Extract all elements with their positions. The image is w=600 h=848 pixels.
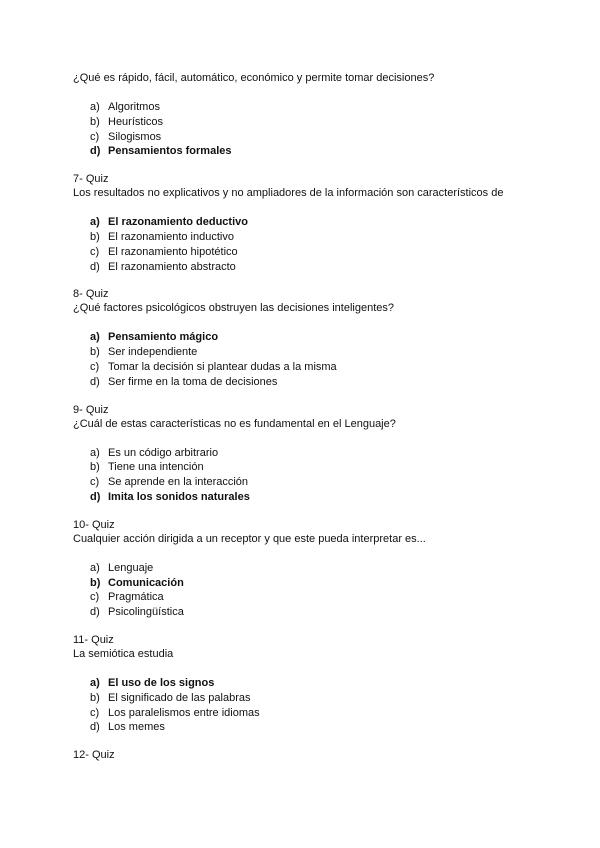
option-text: Pensamientos formales <box>108 145 232 158</box>
option-item-correct <box>73 490 573 505</box>
option-list <box>73 330 573 389</box>
option-text: Tiene una intención <box>108 461 204 474</box>
option-item <box>73 345 573 360</box>
option-item <box>73 115 573 130</box>
option-item <box>73 691 573 706</box>
option-text: Algoritmos <box>108 101 160 113</box>
option-letter: b) <box>90 346 100 359</box>
option-text: Tomar la decisión si plantear dudas a la misma <box>108 360 337 373</box>
quiz-10 <box>73 518 573 620</box>
option-text: El razonamiento hipotético <box>108 245 238 258</box>
option-letter: c) <box>90 245 100 258</box>
option-list <box>73 215 573 274</box>
option-letter: a) <box>90 216 100 229</box>
option-item <box>73 720 573 735</box>
option-letter: b) <box>90 691 100 704</box>
option-text: Imita los sonidos naturales <box>108 490 250 503</box>
option-letter: b) <box>90 576 101 589</box>
option-text: Los memes <box>108 721 165 734</box>
quiz-question: Cualquier acción dirigida a un receptor y que este pueda interpretar es... <box>73 532 426 545</box>
quiz-heading: 8- Quiz <box>73 288 109 301</box>
option-letter: d) <box>90 606 100 619</box>
option-item-correct <box>73 215 573 230</box>
option-letter: a) <box>90 446 100 459</box>
option-text: El uso de los signos <box>108 676 215 689</box>
option-letter: b) <box>90 230 100 243</box>
option-item <box>73 360 573 375</box>
option-text: Es un código arbitrario <box>108 446 219 459</box>
option-letter: d) <box>90 375 100 388</box>
quiz-question: Los resultados no explicativos y no ampliadores de la información son característicos de <box>73 187 504 200</box>
quiz-8 <box>73 287 573 389</box>
option-letter: b) <box>90 115 100 128</box>
option-text: Se aprende en la interacción <box>108 476 249 489</box>
option-item <box>73 230 573 245</box>
option-item-correct <box>73 576 573 591</box>
option-letter: b) <box>90 461 100 474</box>
option-letter: c) <box>90 591 100 604</box>
option-text: Comunicación <box>108 576 184 589</box>
option-item <box>73 260 573 275</box>
option-letter: a) <box>90 331 100 344</box>
option-letter: c) <box>90 706 100 719</box>
option-text: Ser independiente <box>108 346 198 359</box>
option-item <box>73 446 573 461</box>
quiz-heading: 7- Quiz <box>73 173 109 186</box>
option-letter: d) <box>90 721 100 734</box>
option-text: Pragmática <box>108 591 164 604</box>
quiz-question: ¿Qué factores psicológicos obstruyen las decisiones inteligentes? <box>73 302 395 315</box>
option-text: El razonamiento inductivo <box>108 230 234 243</box>
option-text: Lenguaje <box>108 561 154 574</box>
option-letter: a) <box>90 561 100 574</box>
option-text: Ser firme en la toma de decisiones <box>108 375 278 388</box>
option-item <box>73 375 573 390</box>
quiz-12 <box>73 748 573 762</box>
option-letter: d) <box>90 260 100 273</box>
option-text: Los paralelismos entre idiomas <box>108 706 260 719</box>
option-letter: d) <box>90 490 101 503</box>
quiz-heading: 9- Quiz <box>73 403 109 416</box>
quiz-9 <box>73 403 573 505</box>
quiz-question: La semiótica estudia <box>73 647 174 660</box>
option-item <box>73 561 573 576</box>
option-letter: d) <box>90 145 101 158</box>
option-text: Psicolingüística <box>108 606 184 619</box>
document-page <box>73 71 573 762</box>
quiz-heading: 11- Quiz <box>73 633 114 646</box>
quiz-7 <box>73 172 573 274</box>
option-item <box>73 475 573 490</box>
option-item <box>73 706 573 721</box>
option-text: Pensamiento mágico <box>108 331 219 344</box>
option-letter: a) <box>90 676 100 689</box>
option-list <box>73 561 573 620</box>
option-letter: a) <box>90 101 100 113</box>
quiz-heading: 12- Quiz <box>73 749 115 762</box>
option-item <box>73 100 573 115</box>
option-letter: c) <box>90 476 100 489</box>
option-item <box>73 590 573 605</box>
option-item <box>73 130 573 145</box>
intro-quiz <box>73 71 573 159</box>
option-text: El significado de las palabras <box>108 691 251 704</box>
option-list <box>73 676 573 735</box>
option-text: Silogismos <box>108 130 162 143</box>
option-item-correct <box>73 676 573 691</box>
option-text: Heurísticos <box>108 115 164 128</box>
option-item <box>73 460 573 475</box>
option-item-correct <box>73 330 573 345</box>
option-list <box>73 100 573 159</box>
quiz-question: ¿Cuál de estas características no es fundamental en el Lenguaje? <box>73 417 396 430</box>
option-text: El razonamiento abstracto <box>108 260 236 273</box>
quiz-11 <box>73 633 573 735</box>
quiz-heading: 10- Quiz <box>73 518 115 531</box>
option-letter: c) <box>90 130 100 143</box>
option-item-correct <box>73 144 573 159</box>
option-text: El razonamiento deductivo <box>108 216 248 229</box>
option-item <box>73 245 573 260</box>
option-item <box>73 605 573 620</box>
quiz-question: ¿Qué es rápido, fácil, automático, económico y permite tomar decisiones? <box>73 72 435 84</box>
option-letter: c) <box>90 360 100 373</box>
option-list <box>73 446 573 505</box>
